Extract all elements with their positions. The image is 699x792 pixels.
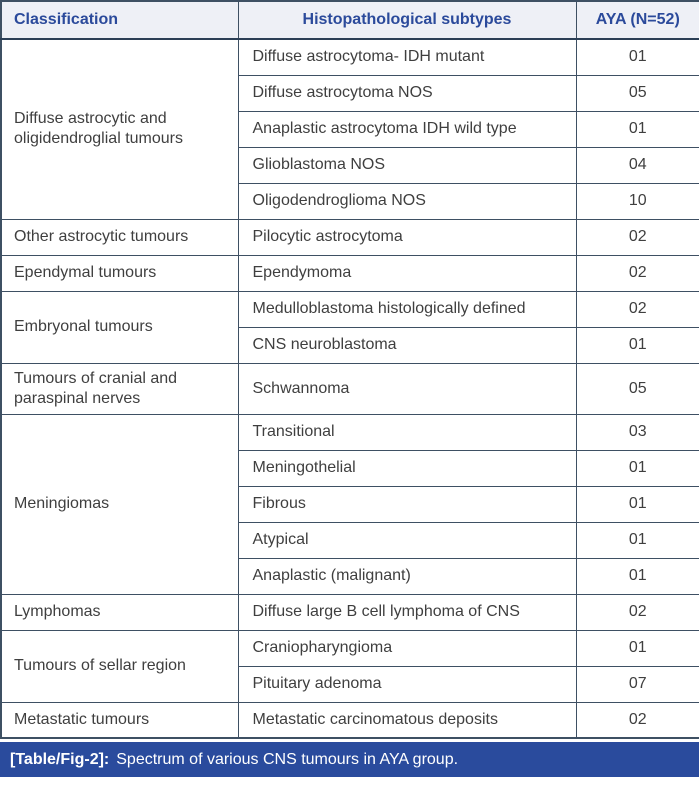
classification-cell: Ependymal tumours xyxy=(1,255,238,291)
subtype-cell: Fibrous xyxy=(238,486,576,522)
count-cell: 01 xyxy=(576,39,699,75)
subtype-cell: Craniopharyngioma xyxy=(238,630,576,666)
table-row xyxy=(1,291,699,327)
classification-cell: Tumours of cranial and paraspinal nerves xyxy=(1,363,238,414)
table-row xyxy=(1,594,699,630)
subtype-cell: Pilocytic astrocytoma xyxy=(238,219,576,255)
count-cell: 01 xyxy=(576,327,699,363)
subtype-cell: CNS neuroblastoma xyxy=(238,327,576,363)
count-cell: 02 xyxy=(576,219,699,255)
table-row xyxy=(1,219,699,255)
count-cell: 02 xyxy=(576,702,699,738)
count-cell: 02 xyxy=(576,594,699,630)
subtype-cell: Diffuse astrocytoma- IDH mutant xyxy=(238,39,576,75)
classification-cell: Diffuse astrocytic and oligidendroglial tumours xyxy=(1,39,238,219)
count-cell: 02 xyxy=(576,255,699,291)
count-cell: 10 xyxy=(576,183,699,219)
subtype-cell: Pituitary adenoma xyxy=(238,666,576,702)
count-cell: 02 xyxy=(576,291,699,327)
header-histopathological-subtypes: Histopathological subtypes xyxy=(238,1,576,39)
subtype-cell: Schwannoma xyxy=(238,363,576,414)
subtype-cell: Anaplastic (malignant) xyxy=(238,558,576,594)
count-cell: 01 xyxy=(576,450,699,486)
count-cell: 01 xyxy=(576,486,699,522)
count-cell: 05 xyxy=(576,75,699,111)
table-row xyxy=(1,414,699,450)
subtype-cell: Metastatic carcinomatous deposits xyxy=(238,702,576,738)
classification-cell: Lymphomas xyxy=(1,594,238,630)
table-row xyxy=(1,255,699,291)
caption-label: [Table/Fig-2]: xyxy=(10,750,110,768)
table-caption xyxy=(0,742,699,777)
subtype-cell: Oligodendroglioma NOS xyxy=(238,183,576,219)
header-classification: Classification xyxy=(1,1,238,39)
subtype-cell: Medulloblastoma histologically defined xyxy=(238,291,576,327)
subtype-cell: Glioblastoma NOS xyxy=(238,147,576,183)
classification-cell: Meningiomas xyxy=(1,414,238,594)
count-cell: 01 xyxy=(576,630,699,666)
header-aya-count: AYA (N=52) xyxy=(576,1,699,39)
count-cell: 01 xyxy=(576,558,699,594)
classification-cell: Embryonal tumours xyxy=(1,291,238,363)
count-cell: 03 xyxy=(576,414,699,450)
classification-cell: Metastatic tumours xyxy=(1,702,238,738)
table-row xyxy=(1,363,699,414)
count-cell: 01 xyxy=(576,111,699,147)
subtype-cell: Anaplastic astrocytoma IDH wild type xyxy=(238,111,576,147)
subtype-cell: Transitional xyxy=(238,414,576,450)
count-cell: 07 xyxy=(576,666,699,702)
count-cell: 01 xyxy=(576,522,699,558)
table-row xyxy=(1,39,699,75)
subtype-cell: Ependymoma xyxy=(238,255,576,291)
table-row xyxy=(1,630,699,666)
classification-cell: Tumours of sellar region xyxy=(1,630,238,702)
count-cell: 05 xyxy=(576,363,699,414)
classification-cell: Other astrocytic tumours xyxy=(1,219,238,255)
subtype-cell: Meningothelial xyxy=(238,450,576,486)
subtype-cell: Diffuse large B cell lymphoma of CNS xyxy=(238,594,576,630)
table-header-row xyxy=(1,1,699,39)
count-cell: 04 xyxy=(576,147,699,183)
table-row xyxy=(1,702,699,738)
subtype-cell: Atypical xyxy=(238,522,576,558)
subtype-cell: Diffuse astrocytoma NOS xyxy=(238,75,576,111)
caption-text: Spectrum of various CNS tumours in AYA group. xyxy=(116,750,459,768)
